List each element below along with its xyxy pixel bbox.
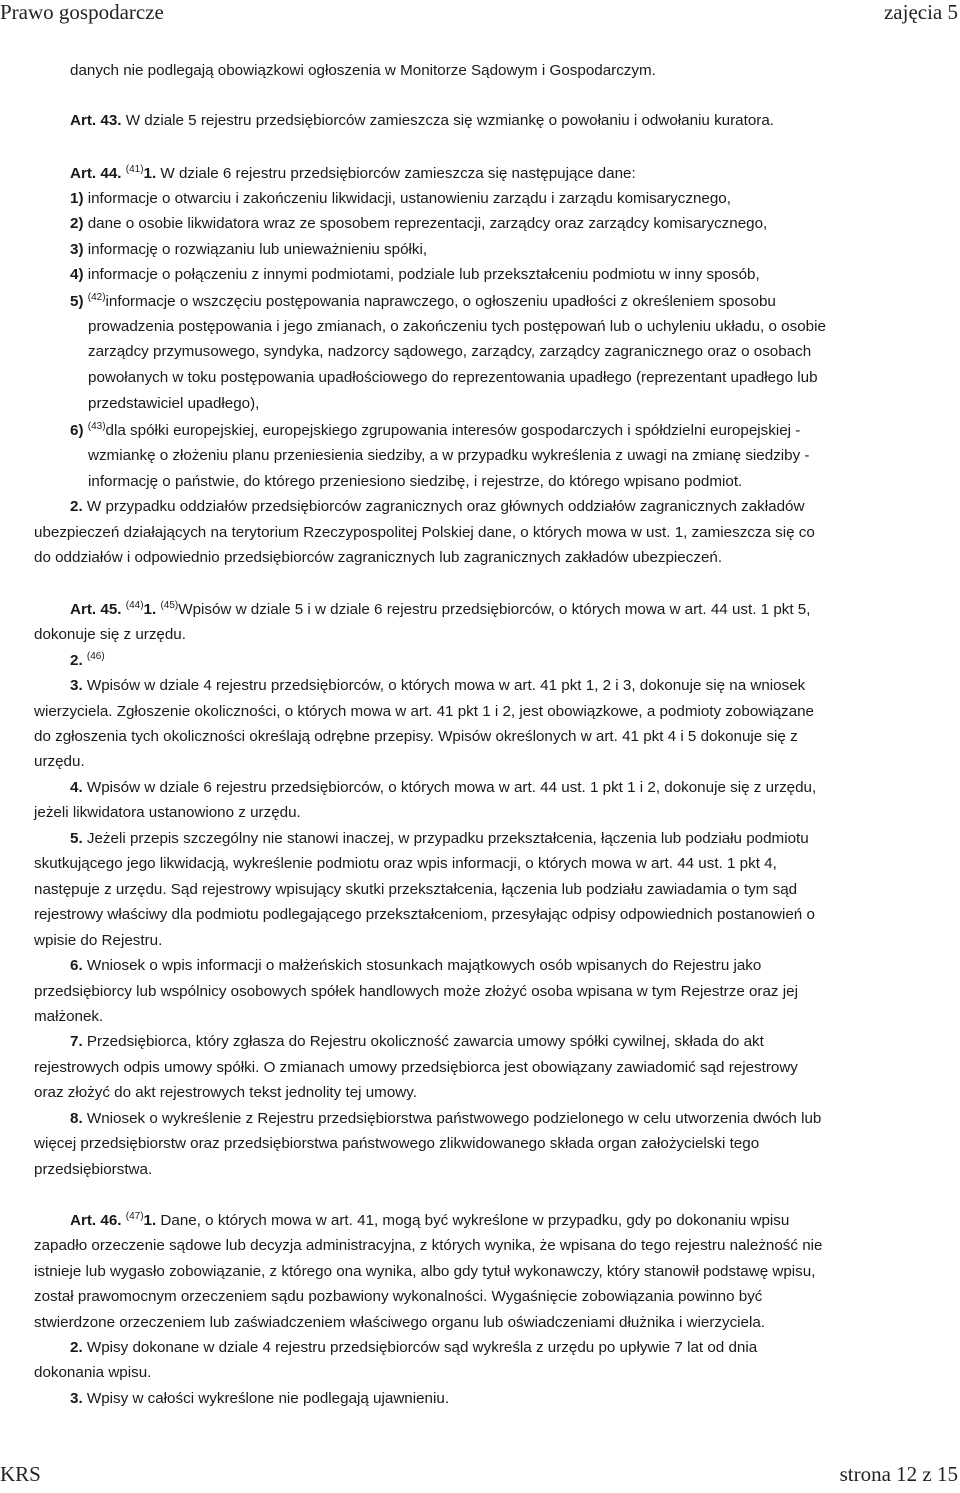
text: Wpisy dokonane w dziale 4 rejestru przedsiębiorców sąd wykreśla z urzędu po upływie 7 lat od dnia xyxy=(82,1339,758,1356)
text: rejestrowy właściwy dla podmiotu podlegającego przekształceniom, przesyłając odpisy odpowiednich postanowień o xyxy=(34,906,815,923)
text: Wpisy w całości wykreślone nie podlegają ujawnieniu. xyxy=(82,1390,450,1407)
text: oraz złożyć do akt rejestrowych tekst jednolity tej umowy. xyxy=(34,1084,417,1101)
text-line xyxy=(34,1083,417,1103)
article-45 xyxy=(70,600,810,622)
text-line xyxy=(34,752,85,772)
item-number: 4) xyxy=(70,266,84,283)
paragraph-number: 2. xyxy=(70,1339,83,1356)
paragraph-number: 1. xyxy=(143,601,157,618)
article-44 xyxy=(70,164,636,186)
text-line xyxy=(34,1313,765,1333)
text: dla spółki europejskiej, europejskiego zgrupowania interesów gospodarczych i spółdzielni europejskiej - xyxy=(105,422,801,439)
paragraph xyxy=(70,676,805,696)
text: małżonek. xyxy=(34,1008,104,1025)
paragraph-number: 3. xyxy=(70,1390,83,1407)
text-line xyxy=(88,472,742,492)
text: Wpisów w dziale 6 rejestru przedsiębiorców, o których mowa w art. 44 ust. 1 pkt 1 i 2, dokonuje się z urzędu, xyxy=(82,779,817,796)
article-43 xyxy=(70,111,774,131)
text: prowadzenia postępowania i jego zmianach, o zakończeniu tych postępowań lub o uchyleniu układu, o osobie xyxy=(88,318,826,335)
text: do zgłoszenia tych okoliczności określają odrębne przepisy. Wpisów określonych w art. 41 pkt 4 i 5 dokonuje się z xyxy=(34,728,798,745)
text-line xyxy=(34,1160,152,1180)
text: został prawomocnym orzeczeniem sądu pozbawiony wykonalności. Wygaśnięcie zobowiązania powinno być xyxy=(34,1288,763,1305)
text: Wpisów w dziale 4 rejestru przedsiębiorców, o których mowa w art. 41 pkt 1, 2 i 3, dokonuje się na wniosek xyxy=(82,677,806,694)
footnote-ref: (44) xyxy=(125,600,144,611)
footnote-ref: (42) xyxy=(87,292,106,303)
text: Wniosek o wpis informacji o małżeńskich stosunkach majątkowych osób wpisanych do Rejestru jako xyxy=(82,957,762,974)
text: więcej przedsiębiorstw oraz przedsiębiorstwa państwowego zlikwidowanego składa organ założycielski tego xyxy=(34,1135,760,1152)
text: W przypadku oddziałów przedsiębiorców zagranicznych oraz głównych oddziałów zagranicznych zakładów xyxy=(82,498,805,515)
text: ubezpieczeń działających na terytorium Rzeczypospolitej Polskiej dane, o których mowa w ust. 1, zamieszcza się co xyxy=(34,524,815,541)
text: istnieje lub wygasło zobowiązanie, z którego ona wynika, albo gdy tytuł wykonawczy, który stanowił podstawę wpisu, xyxy=(34,1263,816,1280)
text: Jeżeli przepis szczególny nie stanowi inaczej, w przypadku przekształcenia, łączenia lub podziału podmiotu xyxy=(82,830,809,847)
text: wierzyciela. Zgłoszenie okoliczności, o których mowa w art. 41 pkt 1 i 2, jest obowiązkowe, a podmioty zobowiązane xyxy=(34,703,814,720)
text: informację o rozwiązaniu lub unieważnieniu spółki, xyxy=(83,241,428,258)
footnote-ref: (46) xyxy=(86,651,105,662)
page-footer xyxy=(0,1462,960,1492)
text: W dziale 6 rejestru przedsiębiorców zamieszcza się następujące dane: xyxy=(156,165,636,182)
text-line xyxy=(34,880,797,900)
text: przedsiębiorstwa. xyxy=(34,1161,153,1178)
text: zarządcy przymusowego, syndyka, nadzorcy sądowego, zarządcy, zarządcy zagranicznego oraz o osobach xyxy=(88,343,812,360)
text: następuje z urzędu. Sąd rejestrowy wpisujący skutki przekształcenia, łączenia lub podziału zawiadamia o tym sąd xyxy=(34,881,798,898)
item-number: 1) xyxy=(70,190,84,207)
footnote-ref: (41) xyxy=(125,164,144,175)
text: powołanych w toku postępowania upadłościowego do reprezentowania upadłego (reprezentant upadłego lub xyxy=(88,369,818,386)
paragraph-number: 2. xyxy=(70,652,83,669)
paragraph xyxy=(70,829,809,849)
article-label: Art. 44. xyxy=(70,165,122,182)
list-item xyxy=(70,214,767,234)
paragraph xyxy=(70,1338,757,1358)
text-line xyxy=(34,1058,798,1078)
text: Przedsiębiorca, który zgłasza do Rejestru okoliczność zawarcia umowy spółki cywilnej, składa do akt xyxy=(82,1033,764,1050)
text: jeżeli likwidatora ustanowiono z urzędu. xyxy=(34,804,301,821)
text: danych nie podlegają obowiązkowi ogłoszenia w Monitorze Sądowym i Gospodarczym. xyxy=(70,62,656,79)
text: rejestrowych odpis umowy spółki. O zmianach umowy przedsiębiorca jest obowiązany zawiadomić sąd rejestrowy xyxy=(34,1059,798,1076)
article-46 xyxy=(70,1211,789,1233)
text-line xyxy=(34,1287,762,1307)
text-line xyxy=(34,727,798,747)
footnote-ref: (43) xyxy=(87,421,106,432)
paragraph xyxy=(70,1032,764,1052)
text: do oddziałów i odpowiednio przedsiębiorców zagranicznych lub zagranicznych zakładów ubezpieczeń. xyxy=(34,549,723,566)
header-title: Prawo gospodarcze xyxy=(0,0,164,24)
footnote-ref: (47) xyxy=(125,1211,144,1222)
text: stwierdzone orzeczeniem lub zaświadczeniem właściwego organu lub oświadczeniami dłużnika i wierzyciela. xyxy=(34,1314,766,1331)
text: wpisie do Rejestru. xyxy=(34,932,163,949)
text: dokonuje się z urzędu. xyxy=(34,626,186,643)
text-line xyxy=(34,523,815,543)
article-label: Art. 45. xyxy=(70,601,122,618)
text-line xyxy=(34,625,186,645)
text-line xyxy=(88,446,809,466)
paragraph-number: 1. xyxy=(143,1212,157,1229)
footnote-ref: (45) xyxy=(160,600,179,611)
paragraph-number: 2. xyxy=(70,498,83,515)
paragraph-number: 3. xyxy=(70,677,83,694)
footer-label: KRS xyxy=(0,1462,41,1486)
item-number: 5) xyxy=(70,293,84,310)
text: dane o osobie likwidatora wraz ze sposobem reprezentacji, zarządcy oraz zarządcy komisarycznego, xyxy=(83,215,768,232)
text: wzmiankę o złożeniu planu przeniesienia siedziby, a w przypadku wykreślenia z uwagi na zmianę siedziby - xyxy=(88,447,810,464)
item-number: 6) xyxy=(70,422,84,439)
item-number: 3) xyxy=(70,241,84,258)
article-label: Art. 46. xyxy=(70,1212,122,1229)
text-line xyxy=(88,394,259,414)
list-item xyxy=(70,240,427,260)
text-line xyxy=(34,1134,759,1154)
text: Wpisów w dziale 5 i w dziale 6 rejestru przedsiębiorców, o których mowa w art. 44 ust. 1 pkt 5, xyxy=(178,601,811,618)
text: skutkującego jego likwidacją, wykreślenie podmiotu oraz wpis informacji, o których mowa w art. 44 ust. 1 pkt 4, xyxy=(34,855,777,872)
paragraph xyxy=(70,1389,449,1409)
paragraph-number: 7. xyxy=(70,1033,83,1050)
list-item xyxy=(70,189,731,209)
text-line xyxy=(34,548,722,568)
paragraph xyxy=(70,1109,821,1129)
article-label: Art. 43. xyxy=(70,112,122,129)
text-line xyxy=(88,368,818,388)
text-line xyxy=(34,1262,815,1282)
item-number: 2) xyxy=(70,215,84,232)
text: Dane, o których mowa w art. 41, mogą być wykreślone w przypadku, gdy po dokonaniu wpisu xyxy=(156,1212,790,1229)
text-line xyxy=(34,1363,151,1383)
list-item xyxy=(70,292,776,314)
page-header xyxy=(0,0,960,30)
paragraph xyxy=(70,956,761,976)
paragraph xyxy=(70,651,105,673)
text: zapadło orzeczenie sądowe lub decyzja administracyjna, z których wynika, że wpisana do tego rejestru należność nie xyxy=(34,1237,823,1254)
paragraph-number: 6. xyxy=(70,957,83,974)
text-line xyxy=(34,1007,103,1027)
text: W dziale 5 rejestru przedsiębiorców zamieszcza się wzmiankę o powołaniu i odwołaniu kuratora. xyxy=(121,112,775,129)
text: informacje o otwarciu i zakończeniu likwidacji, ustanowieniu zarządu i zarządu komisarycznego, xyxy=(83,190,731,207)
text: przedstawiciel upadłego), xyxy=(88,395,260,412)
paragraph-number: 4. xyxy=(70,779,83,796)
text: Wniosek o wykreślenie z Rejestru przedsiębiorstwa państwowego podzielonego w celu utworzenia dwóch lub xyxy=(82,1110,822,1127)
text: informacje o połączeniu z innymi podmiotami, podziale lub przekształceniu podmiotu w inny sposób, xyxy=(83,266,760,283)
text-line xyxy=(34,702,814,722)
text: urzędu. xyxy=(34,753,85,770)
header-section: zajęcia 5 xyxy=(883,0,958,24)
text-line xyxy=(34,982,798,1002)
text-line xyxy=(34,854,777,874)
list-item xyxy=(70,265,760,285)
text-line xyxy=(88,317,826,337)
text: dokonania wpisu. xyxy=(34,1364,152,1381)
text-line xyxy=(70,61,656,81)
text-line xyxy=(88,342,811,362)
text-line xyxy=(34,1236,822,1256)
paragraph-number: 8. xyxy=(70,1110,83,1127)
text: przedsiębiorcy lub wspólnicy osobowych spółek handlowych może złożyć osoba wpisana w tym Rejestrze oraz jej xyxy=(34,983,798,1000)
list-item xyxy=(70,421,800,443)
paragraph xyxy=(70,497,804,517)
text-line xyxy=(34,803,301,823)
paragraph-number: 1. xyxy=(143,165,157,182)
text-line xyxy=(34,931,162,951)
page-number: strona 12 z 15 xyxy=(839,1462,958,1486)
paragraph xyxy=(70,778,816,798)
paragraph-number: 5. xyxy=(70,830,83,847)
text: informację o państwie, do którego przeniesiono siedzibę, i rejestrze, do którego wpisano podmiot. xyxy=(88,473,743,490)
text: informacje o wszczęciu postępowania naprawczego, o ogłoszeniu upadłości z określeniem sposobu xyxy=(105,293,776,310)
text-line xyxy=(34,905,815,925)
